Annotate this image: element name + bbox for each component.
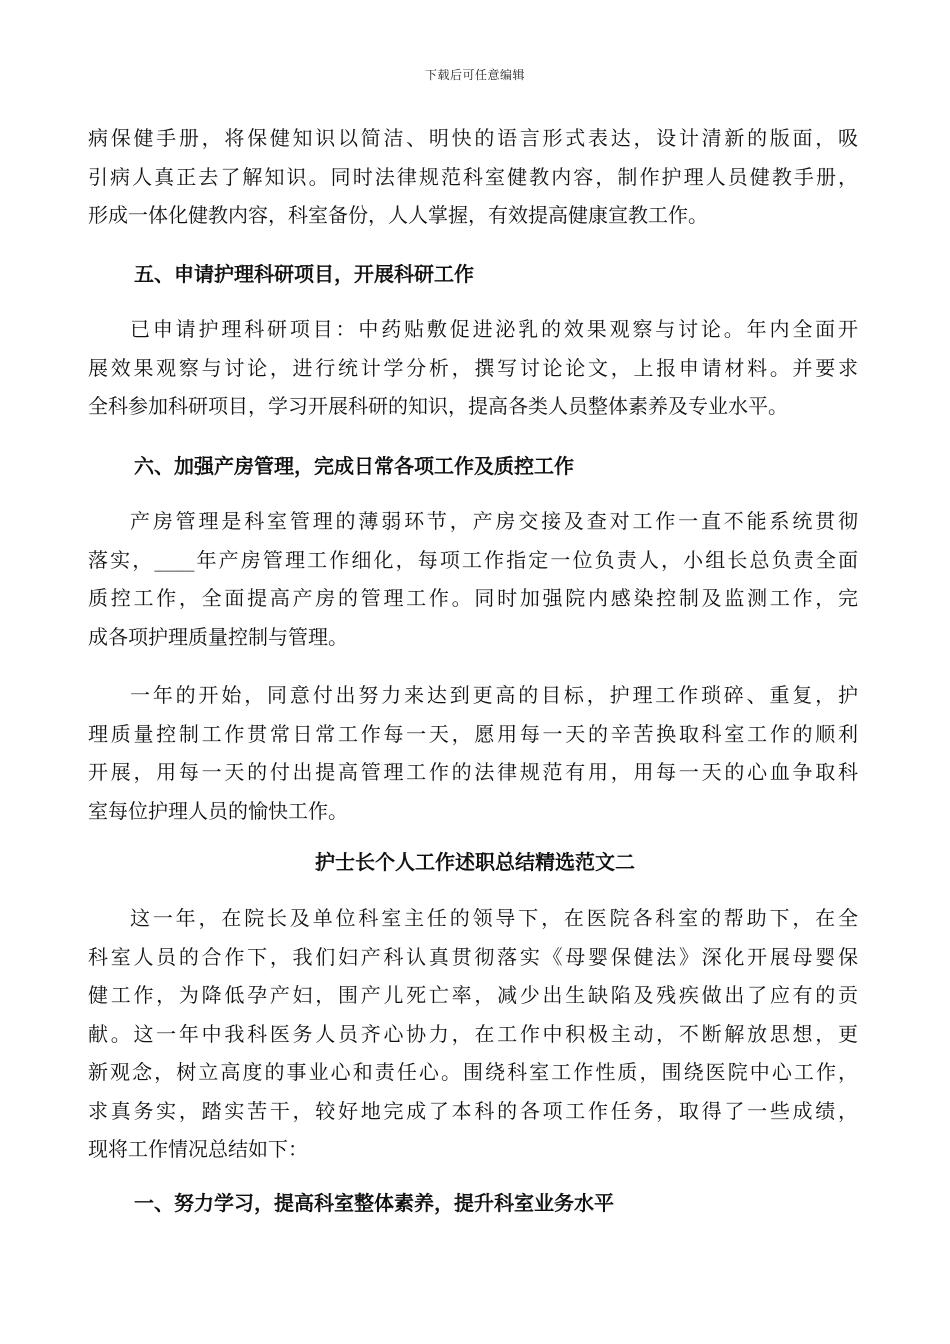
paragraph-health-manual xyxy=(88,119,858,235)
paragraph-line: 求真务实，踏实苦干，较好地完成了本科的各项工作任务，取得了一些成绩， xyxy=(88,1098,858,1123)
paragraph-line: 新观念，树立高度的事业心和责任心。围绕科室工作性质，围绕医院中心工作， xyxy=(88,1060,858,1084)
header-note: 下载后可任意编辑 xyxy=(424,68,525,82)
paragraph-line: 已申请护理科研项目：中药贴敷促进泌乳的效果观察与讨论。年内全面开 xyxy=(130,317,858,341)
paragraph-line: 室每位护理人员的愉快工作。 xyxy=(88,798,348,823)
paragraph-line: 献。这一年中我科医务人员齐心协力，在工作中积极主动，不断解放思想，更 xyxy=(88,1021,858,1046)
section-heading-research: 五、申请护理科研项目，开展科研工作 xyxy=(134,262,474,286)
paragraph-line: 全科参加科研项目，学习开展科研的知识，提高各类人员整体素养及专业水平。 xyxy=(88,394,788,418)
paragraph-line: 健工作，为降低孕产妇，围产儿死亡率，减少出生缺陷及残疾做出了应有的贡 xyxy=(88,983,858,1007)
section-heading-delivery-room: 六、加强产房管理，完成日常各项工作及质控工作 xyxy=(134,454,574,478)
paragraph-line: 成各项护理质量控制与管理。 xyxy=(88,624,348,649)
paragraph-line: 理质量控制工作贯常日常工作每一天，愿用每一天的辛苦换取科室工作的顺利 xyxy=(88,721,858,746)
paragraph-line: 科室人员的合作下，我们妇产科认真贯彻落实《母婴保健法》深化开展母婴保 xyxy=(88,944,858,969)
document-title: 护士长个人工作述职总结精选范文二 xyxy=(315,850,635,874)
paragraph-line: 引病人真正去了解知识。同时法律规范科室健教内容，制作护理人员健教手册， xyxy=(88,164,858,189)
section-heading-study: 一、努力学习，提高科室整体素养，提升科室业务水平 xyxy=(134,1191,614,1215)
paragraph-annual-summary xyxy=(88,899,858,1169)
paragraph-line: 这一年，在院长及单位科室主任的领导下，在医院各科室的帮助下，在全 xyxy=(130,906,858,930)
paragraph-line: 产房管理是科室管理的薄弱环节，产房交接及查对工作一直不能系统贯彻 xyxy=(130,509,858,533)
paragraph-line: 展效果观察与讨论，进行统计学分析，撰写讨论论文，上报申请材料。并要求 xyxy=(88,355,858,380)
paragraph-new-year xyxy=(88,676,858,830)
paragraph-line: 开展，用每一天的付出提高管理工作的法律规范有用，用每一天的心血争取科 xyxy=(88,760,858,784)
paragraph-line: 现将工作情况总结如下： xyxy=(88,1137,308,1161)
paragraph-line: 落实，____年产房管理工作细化，每项工作指定一位负责人，小组长总负责全面 xyxy=(88,547,858,572)
paragraph-line: 形成一体化健教内容，科室备份，人人掌握，有效提高健康宣教工作。 xyxy=(88,203,708,227)
paragraph-research xyxy=(88,310,858,426)
paragraph-delivery-room xyxy=(88,502,858,656)
paragraph-line: 病保健手册，将保健知识以简洁、明快的语言形式表达，设计清新的版面，吸 xyxy=(88,126,858,150)
paragraph-line: 一年的开始，同意付出努力来达到更高的目标，护理工作琐碎、重复，护 xyxy=(130,683,858,707)
paragraph-line: 质控工作，全面提高产房的管理工作。同时加强院内感染控制及监测工作，完 xyxy=(88,586,858,610)
